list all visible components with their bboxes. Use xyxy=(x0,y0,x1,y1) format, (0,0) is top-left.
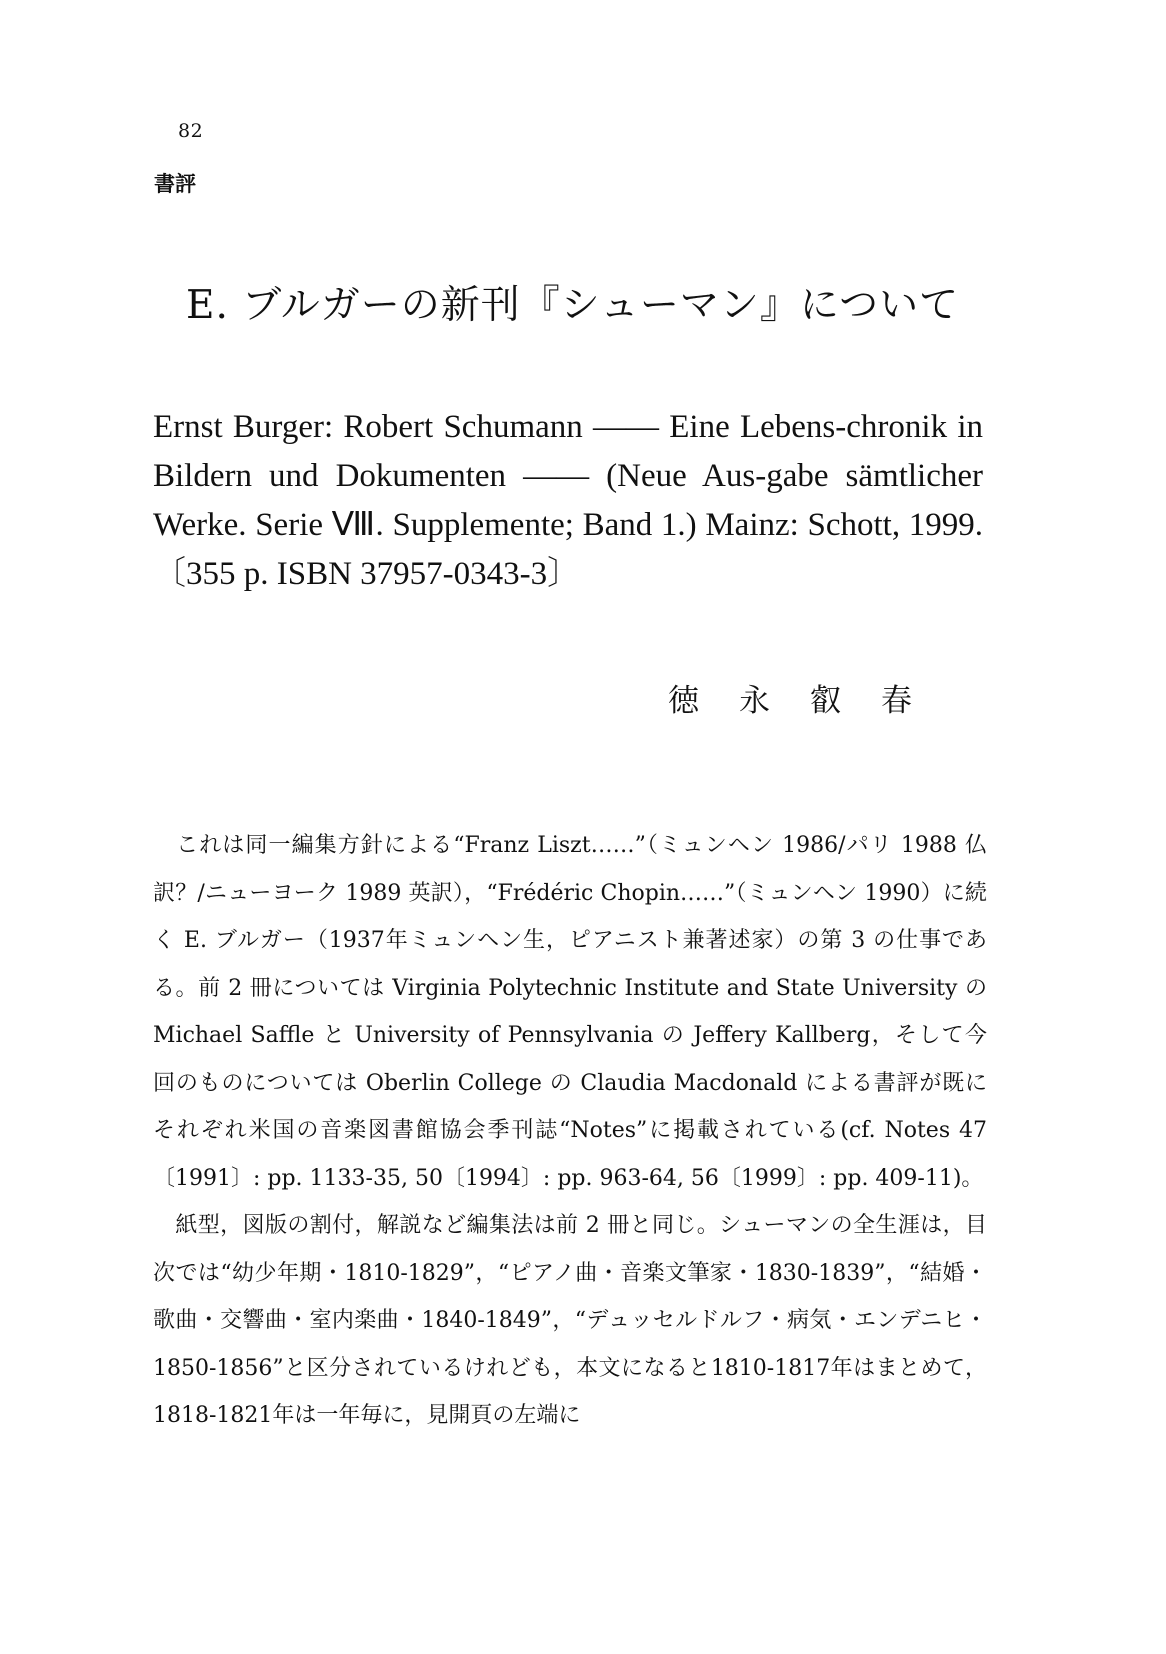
body-paragraph: これは同一編集方針による“Franz Liszt……”（ミュンヘン 1986/パリ 1988 仏訳？/ニューヨーク 1989 英訳），“Frédéric Chopin……”（ミュンヘン 1990）に続く E. ブルガー（1937年ミュンヘン生，ピアニスト兼著述家）の第 3 の仕事である。前 2 冊については Virginia Polytechnic Institute and State University の Michael Saffle と University of Pennsylvania の Jeffery Kallberg，そして今回のものについては Oberlin College の Claudia Macdonald による書評が既にそれぞれ米国の音楽図書館協会季刊誌“Notes”に掲載されている(cf. Notes 47〔1991〕: pp. 1133-35, 50〔1994〕: pp. 963-64, 56〔1999〕: pp. 409-11)。 xyxy=(153,833,987,1191)
author-name: 徳永叡春 xyxy=(668,683,952,719)
bibliographic-entry: Ernst Burger: Robert Schumann —— Eine Lebens-chronik in Bildern und Dokumenten —— (Neue Aus-gabe sämtlicher Werke. Serie Ⅷ. Supplemente; Band 1.) Mainz: Schott, 1999. 〔355 p. ISBN 37957-0343-3〕 xyxy=(153,409,983,592)
page-number: 82 xyxy=(178,120,204,142)
article-title: E. ブルガーの新刊『シューマン』について xyxy=(186,283,960,328)
body-paragraph: 紙型，図版の割付，解説など編集法は前 2 冊と同じ。シューマンの全生涯は，目次では“幼少年期・1810-1829”，“ピアノ曲・音楽文筆家・1830-1839”，“結婚・歌曲・交響曲・室内楽曲・1840-1849”，“デュッセルドルフ・病気・エンデニヒ・1850-1856”と区分されているけれども，本文になると1810-1817年はまとめて，1818-1821年は一年毎に，見開頁の左端に xyxy=(153,1213,987,1428)
section-label: 書評 xyxy=(154,172,196,196)
article-body xyxy=(153,822,987,1440)
